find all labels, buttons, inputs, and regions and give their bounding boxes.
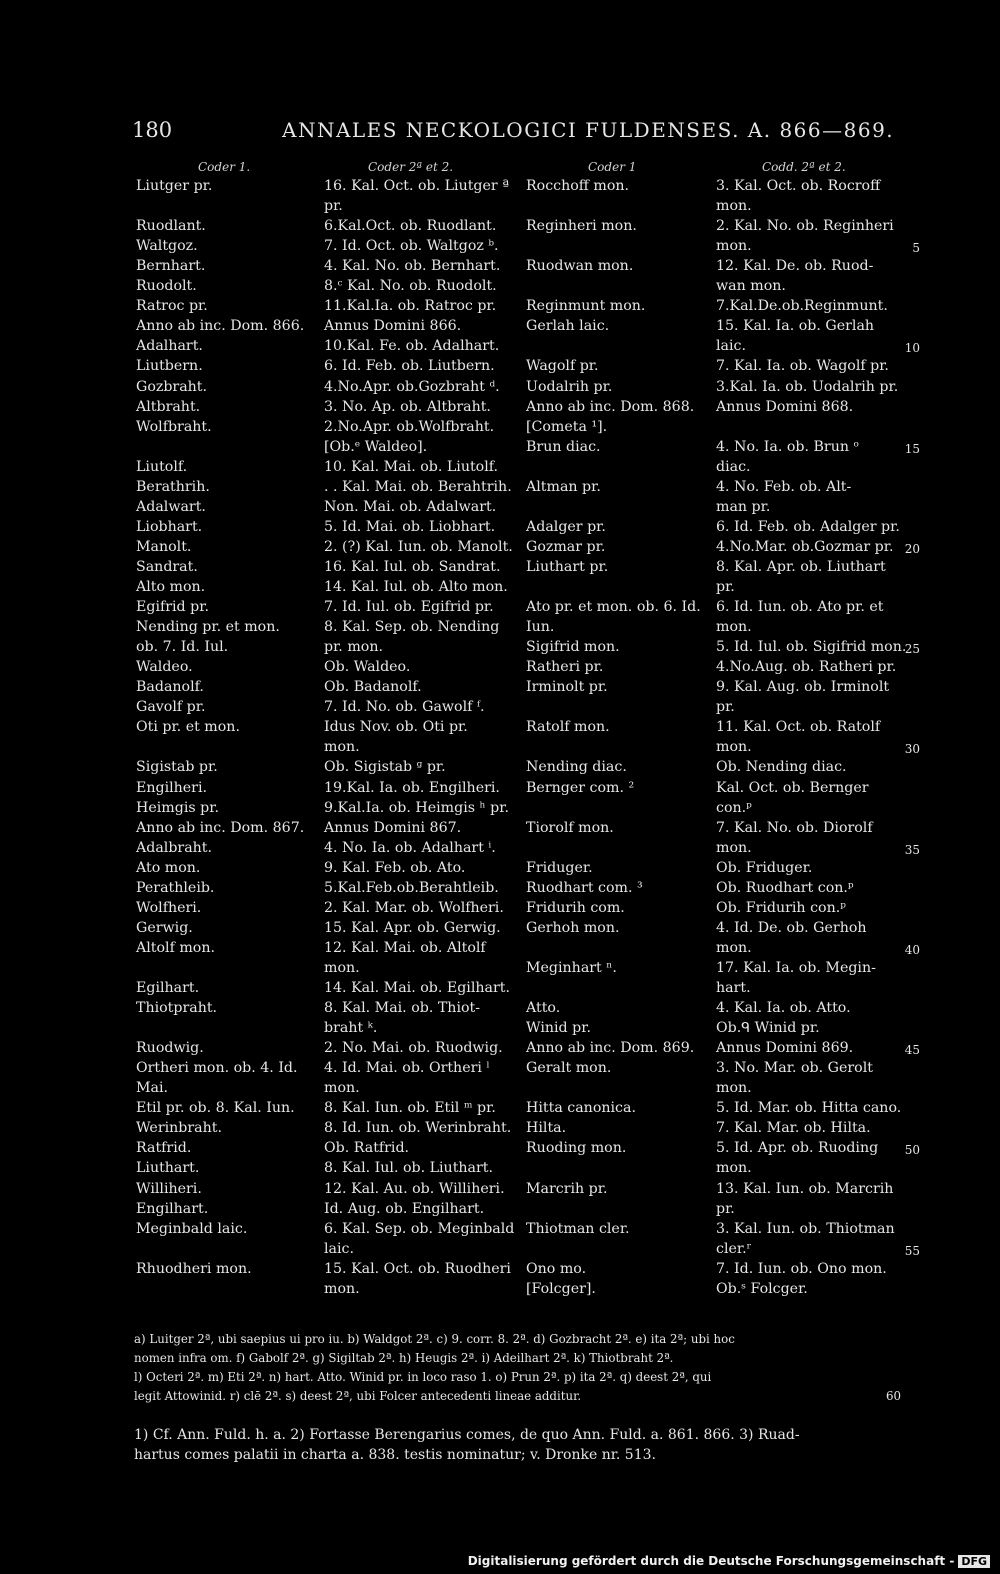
column-3-entry: Ruodhart com. ³: [526, 879, 643, 896]
running-title: ANNALES NECKOLOGICI FULDENSES. A. 866—869.: [282, 118, 895, 142]
column-4-entry: mon.: [716, 739, 752, 756]
column-3-entry: Atto.: [526, 1000, 561, 1017]
column-4-entry: 3. Kal. Oct. ob. Rocroff: [716, 178, 881, 194]
line-number: 60: [886, 1389, 902, 1403]
column-3-entry: Fridurih com.: [526, 899, 625, 916]
column-2-entry: 10.Kal. Fe. ob. Adalhart.: [324, 338, 500, 355]
column-2-entry: Ob. Sigistab ᵍ pr.: [324, 759, 446, 776]
column-3-entry: Reginheri mon.: [526, 218, 637, 235]
column-header-1: Coder 1.: [198, 160, 251, 174]
page-number: 180: [132, 118, 173, 142]
column-3-entry: Thiotman cler.: [526, 1220, 630, 1237]
column-4-entry: 13. Kal. Iun. ob. Marcrih: [716, 1180, 894, 1197]
column-1-entry: Anno ab inc. Dom. 866.: [136, 318, 305, 335]
column-3-entry: Rocchoff mon.: [526, 178, 630, 194]
text-line: [0, 1080, 1000, 1100]
credit-text: Digitalisierung gefördert durch die Deutsche Forschungsgemeinschaft -: [467, 1554, 955, 1568]
column-2-entry: 19.Kal. Ia. ob. Engilheri.: [324, 779, 500, 796]
column-2-entry: laic.: [324, 1240, 354, 1257]
column-4-entry: pr.: [716, 1200, 735, 1217]
column-1-entry: Ruodolt.: [136, 278, 197, 295]
text-line: [0, 539, 1000, 559]
column-2-entry: Annus Domini 866.: [324, 318, 462, 335]
variant-note-line: [134, 1387, 924, 1406]
column-1-entry: Wolfbraht.: [136, 418, 212, 435]
column-2-entry: 9.Kal.Ia. ob. Heimgis ʰ pr.: [324, 799, 509, 816]
text-line: [0, 679, 1000, 699]
column-3-entry: [Cometa ¹].: [526, 418, 608, 435]
column-2-entry: 3. No. Ap. ob. Altbraht.: [324, 398, 491, 415]
column-4-entry: mon.: [716, 619, 752, 636]
column-4-entry: laic.: [716, 338, 746, 355]
footnote-line: 1) Cf. Ann. Fuld. h. a. 2) Fortasse Berengarius comes, de quo Ann. Fuld. a. 861. 866. 3) Ruad-: [134, 1427, 800, 1443]
text-line: [0, 318, 1000, 338]
column-2-entry: 2.No.Apr. ob.Wolfbraht.: [324, 418, 495, 435]
column-4-entry: 4. Id. De. ob. Gerhoh: [716, 919, 867, 936]
column-2-entry: pr. mon.: [324, 639, 383, 656]
column-1-entry: Ruodlant.: [136, 218, 206, 235]
column-1-entry: Sandrat.: [136, 558, 198, 575]
column-4-entry: mon.: [716, 939, 752, 956]
text-line: [0, 619, 1000, 639]
text-line: [0, 880, 1000, 900]
column-2-entry: 10. Kal. Mai. ob. Liutolf.: [324, 458, 499, 475]
column-2-entry: 6.Kal.Oct. ob. Ruodlant.: [324, 218, 497, 235]
column-1-entry: Liutbern.: [136, 358, 203, 375]
column-4-entry: 15. Kal. Ia. ob. Gerlah: [716, 318, 875, 335]
column-1-entry: Ortheri mon. ob. 4. Id.: [136, 1060, 298, 1077]
text-line: [0, 1160, 1000, 1180]
column-4-entry: Kal. Oct. ob. Bernger: [716, 779, 869, 796]
column-4-entry: mon.: [716, 1080, 752, 1097]
line-number: 20: [904, 541, 920, 556]
column-1-entry: Adalhart.: [136, 338, 203, 355]
text-line: [0, 1140, 1000, 1160]
column-1-entry: Manolt.: [136, 538, 192, 555]
column-4-entry: diac.: [716, 458, 751, 475]
line-number: 50: [904, 1143, 920, 1158]
text-line: [0, 519, 1000, 539]
column-4-entry: Annus Domini 868.: [716, 398, 854, 415]
column-2-entry: 8. Kal. Mai. ob. Thiot-: [324, 1000, 481, 1017]
column-4-entry: 7. Kal. Ia. ob. Wagolf pr.: [716, 358, 889, 375]
column-1-entry: Ratroc pr.: [136, 298, 208, 315]
column-4-entry: 6. Id. Feb. ob. Adalger pr.: [716, 518, 900, 535]
column-1-entry: Perathleib.: [136, 879, 215, 896]
column-4-entry: 4.No.Mar. ob.Gozmar pr.: [716, 538, 894, 555]
column-1-entry: Engilhart.: [136, 1200, 209, 1217]
column-4-entry: 4.No.Aug. ob. Ratheri pr.: [716, 659, 897, 676]
column-4-entry: pr.: [716, 579, 735, 595]
text-line: [0, 1040, 1000, 1060]
text-line: [0, 1120, 1000, 1140]
column-2-entry: Ob. Ratfrid.: [324, 1140, 410, 1157]
text-line: [0, 1020, 1000, 1040]
text-line: [0, 1281, 1000, 1301]
column-4-entry: 7. Id. Iun. ob. Ono mon.: [716, 1260, 887, 1277]
column-4-entry: 3.Kal. Ia. ob. Uodalrih pr.: [716, 378, 899, 395]
column-2-entry: 8. Kal. Iun. ob. Etil ᵐ pr.: [324, 1100, 496, 1117]
column-header-4: Codd. 2ª et 2.: [762, 160, 846, 174]
page-header: [128, 118, 908, 148]
column-1-entry: Thiotpraht.: [136, 1000, 218, 1017]
text-line: [0, 940, 1000, 960]
column-3-entry: Bernger com. ²: [526, 779, 635, 796]
column-3-entry: Reginmunt mon.: [526, 298, 646, 315]
column-1-entry: Alto mon.: [136, 579, 206, 595]
dfg-credit: [468, 1554, 990, 1568]
column-1-entry: Engilheri.: [136, 779, 208, 796]
column-2-entry: Idus Nov. ob. Oti pr.: [324, 719, 468, 736]
column-3-entry: Friduger.: [526, 859, 593, 876]
variant-note-text: a) Luitger 2ª, ubi saepius ui pro iu. b) Waldgot 2ª. c) 9. corr. 8. 2ª. d) Gozbracht 2ª. e) ita 2ª; ubi hoc: [134, 1332, 735, 1346]
column-1-entry: Werinbraht.: [136, 1120, 222, 1137]
column-2-entry: braht ᵏ.: [324, 1020, 378, 1037]
column-3-entry: Gerhoh mon.: [526, 919, 620, 936]
text-line: [0, 739, 1000, 759]
column-3-entry: Anno ab inc. Dom. 868.: [526, 398, 695, 415]
column-2-entry: 15. Kal. Oct. ob. Ruodheri: [324, 1260, 511, 1277]
line-number: 10: [904, 341, 920, 356]
column-2-entry: 7. Id. No. ob. Gawolf ᶠ.: [324, 699, 485, 716]
text-line: [0, 579, 1000, 599]
text-line: [0, 258, 1000, 278]
text-line: [0, 1221, 1000, 1241]
column-2-entry: 9. Kal. Feb. ob. Ato.: [324, 859, 466, 876]
text-line: [0, 800, 1000, 820]
column-2-entry: Ob. Waldeo.: [324, 659, 411, 676]
column-2-entry: mon.: [324, 1280, 360, 1297]
column-1-entry: Heimgis pr.: [136, 799, 219, 816]
text-line: [0, 479, 1000, 499]
column-1-entry: Adalwart.: [136, 498, 206, 515]
column-3-entry: Ruodwan mon.: [526, 258, 634, 275]
text-line: [0, 599, 1000, 619]
column-1-entry: Berathrih.: [136, 478, 210, 495]
column-1-entry: Sigistab pr.: [136, 759, 218, 776]
text-line: [0, 639, 1000, 659]
column-1-entry: Liutger pr.: [136, 178, 213, 194]
text-line: [0, 920, 1000, 940]
line-number: 45: [904, 1043, 920, 1058]
column-4-entry: mon.: [716, 198, 752, 215]
column-1-entry: Liobhart.: [136, 518, 203, 535]
text-line: [0, 439, 1000, 459]
column-3-entry: Liuthart pr.: [526, 558, 609, 575]
text-line: [0, 419, 1000, 439]
text-line: [0, 780, 1000, 800]
column-4-entry: Ob.ˢ Folcger.: [716, 1280, 808, 1297]
column-3-entry: Ratheri pr.: [526, 659, 604, 676]
column-2-entry: pr.: [324, 198, 343, 215]
text-line: [0, 719, 1000, 739]
column-3-entry: Nending diac.: [526, 759, 627, 776]
column-1-entry: Gavolf pr.: [136, 699, 206, 716]
column-4-entry: 3. No. Mar. ob. Gerolt: [716, 1060, 873, 1077]
column-4-entry: Ob. Friduger.: [716, 859, 813, 876]
column-3-entry: Ono mo.: [526, 1260, 587, 1277]
column-2-entry: 15. Kal. Apr. ob. Gerwig.: [324, 919, 501, 936]
column-3-entry: [Folcger].: [526, 1280, 596, 1297]
text-line: [0, 238, 1000, 258]
column-2-entry: 2. Kal. Mar. ob. Wolfheri.: [324, 899, 504, 916]
column-1-entry: Bernhart.: [136, 258, 206, 275]
column-1-entry: Egilhart.: [136, 980, 200, 996]
column-3-entry: Marcrih pr.: [526, 1180, 608, 1197]
column-1-entry: Oti pr. et mon.: [136, 719, 240, 736]
column-4-entry: hart.: [716, 980, 751, 996]
column-2-entry: mon.: [324, 959, 360, 976]
text-line: [0, 840, 1000, 860]
column-2-entry: 4.No.Apr. ob.Gozbraht ᵈ.: [324, 378, 500, 395]
text-line: [0, 358, 1000, 378]
column-1-entry: Waltgoz.: [136, 238, 198, 255]
text-line: [0, 178, 1000, 198]
text-line: [0, 1060, 1000, 1080]
column-4-entry: 12. Kal. De. ob. Ruod-: [716, 258, 874, 275]
column-2-entry: 6. Kal. Sep. ob. Meginbald: [324, 1220, 515, 1237]
column-2-entry: 8.ᶜ Kal. No. ob. Ruodolt.: [324, 278, 497, 295]
text-line: [0, 559, 1000, 579]
column-4-entry: mon.: [716, 238, 752, 255]
column-2-entry: Id. Aug. ob. Engilhart.: [324, 1200, 485, 1217]
column-3-entry: Uodalrih pr.: [526, 378, 613, 395]
footnote-line: hartus comes palatii in charta a. 838. testis nominatur; v. Dronke nr. 513.: [134, 1447, 656, 1463]
column-4-entry: Ob. Fridurih con.ᵖ: [716, 899, 846, 916]
column-1-entry: Liutolf.: [136, 458, 188, 475]
column-3-entry: Ratolf mon.: [526, 719, 610, 736]
column-3-entry: Gozmar pr.: [526, 538, 606, 555]
column-2-entry: Annus Domini 867.: [324, 819, 462, 836]
text-line: [0, 980, 1000, 1000]
column-4-entry: Ob. Nending diac.: [716, 759, 847, 776]
text-line: [0, 1261, 1000, 1281]
variant-note-text: nomen infra om. f) Gabolf 2ª. g) Sigiltab 2ª. h) Heugis 2ª. i) Adeilhart 2ª. k) Thiotbraht 2ª.: [134, 1351, 674, 1365]
line-number: 40: [904, 942, 920, 957]
column-4-entry: Ob. Ruodhart con.ᵖ: [716, 879, 854, 896]
column-1-entry: Nending pr. et mon.: [136, 619, 280, 636]
column-4-entry: 6. Id. Iun. ob. Ato pr. et: [716, 599, 884, 616]
column-4-entry: 5. Id. Mar. ob. Hitta cano.: [716, 1100, 902, 1117]
column-1-entry: Waldeo.: [136, 659, 193, 676]
column-header-2: Coder 2ª et 2.: [368, 160, 454, 174]
column-1-entry: Meginbald laic.: [136, 1220, 248, 1237]
text-line: [0, 379, 1000, 399]
column-2-entry: 4. Kal. No. ob. Bernhart.: [324, 258, 501, 275]
column-1-entry: Wolfheri.: [136, 899, 202, 916]
column-3-entry: Altman pr.: [526, 478, 601, 495]
text-line: [0, 198, 1000, 218]
column-4-entry: 8. Kal. Apr. ob. Liuthart: [716, 558, 886, 575]
line-number: 55: [904, 1243, 920, 1258]
column-4-entry: 3. Kal. Iun. ob. Thiotman: [716, 1220, 895, 1237]
variant-note-line: [134, 1368, 924, 1387]
column-4-entry: 17. Kal. Ia. ob. Megin-: [716, 959, 876, 976]
column-2-entry: 12. Kal. Au. ob. Williheri.: [324, 1180, 505, 1197]
column-1-entry: Anno ab inc. Dom. 867.: [136, 819, 305, 836]
column-2-entry: . . Kal. Mai. ob. Berahtrih.: [324, 478, 512, 495]
column-2-entry: 5.Kal.Feb.ob.Berahtleib.: [324, 879, 499, 896]
text-line: [0, 459, 1000, 479]
column-2-entry: 5. Id. Mai. ob. Liobhart.: [324, 518, 496, 535]
column-4-entry: man pr.: [716, 498, 771, 515]
column-3-entry: Wagolf pr.: [526, 358, 599, 375]
column-4-entry: mon.: [716, 839, 752, 856]
column-1-entry: Rhuodheri mon.: [136, 1260, 252, 1277]
column-4-entry: con.ᵖ: [716, 799, 752, 816]
column-2-entry: 4. No. Ia. ob. Adalhart ⁱ.: [324, 839, 496, 856]
column-1-entry: Badanolf.: [136, 679, 204, 696]
column-1-entry: Altbraht.: [136, 398, 201, 415]
column-4-entry: 7. Kal. No. ob. Diorolf: [716, 819, 873, 836]
text-line: [0, 298, 1000, 318]
column-2-entry: mon.: [324, 739, 360, 756]
text-line: [0, 900, 1000, 920]
variant-note-line: [134, 1349, 924, 1368]
column-1-entry: Mai.: [136, 1080, 169, 1097]
line-number: 25: [904, 642, 920, 657]
text-line: [0, 1241, 1000, 1261]
column-3-entry: Meginhart ⁿ.: [526, 959, 617, 976]
column-4-entry: 4. No. Ia. ob. Brun ᵒ: [716, 438, 859, 455]
variant-note-text: legit Attowinid. r) clē 2ª. s) deest 2ª, ubi Folcer antecedenti lineae additur.: [134, 1389, 582, 1403]
column-3-entry: Irminolt pr.: [526, 679, 608, 696]
line-number: 30: [904, 742, 920, 757]
column-2-entry: 16. Kal. Iul. ob. Sandrat.: [324, 558, 501, 575]
column-3-entry: Ruoding mon.: [526, 1140, 627, 1157]
column-4-entry: Ob.ᑫ Winid pr.: [716, 1020, 820, 1037]
column-4-entry: 5. Id. Iul. ob. Sigifrid mon.: [716, 639, 907, 656]
column-2-entry: 12. Kal. Mai. ob. Altolf: [324, 939, 486, 956]
text-line: [0, 218, 1000, 238]
column-header-3: Coder 1: [588, 160, 637, 174]
column-4-entry: 11. Kal. Oct. ob. Ratolf: [716, 719, 881, 736]
column-2-entry: 2. (?) Kal. Iun. ob. Manolt.: [324, 538, 513, 555]
column-2-entry: 2. No. Mai. ob. Ruodwig.: [324, 1040, 503, 1057]
text-line: [0, 338, 1000, 358]
column-3-entry: Ato pr. et mon. ob. 6. Id.: [526, 599, 701, 616]
column-4-entry: 7.Kal.De.ob.Reginmunt.: [716, 298, 888, 315]
column-2-entry: 4. Id. Mai. ob. Ortheri ˡ: [324, 1060, 490, 1077]
column-4-entry: cler.ʳ: [716, 1240, 752, 1257]
column-3-entry: Iun.: [526, 619, 555, 636]
column-3-entry: Hilta.: [526, 1120, 567, 1137]
column-1-entry: Ato mon.: [136, 859, 201, 876]
column-3-entry: Gerlah laic.: [526, 318, 610, 335]
column-2-entry: 7. Id. Oct. ob. Waltgoz ᵇ.: [324, 238, 499, 255]
column-1-entry: Liuthart.: [136, 1160, 200, 1177]
text-line: [0, 499, 1000, 519]
column-2-entry: Ob. Badanolf.: [324, 679, 422, 696]
variant-notes: [134, 1330, 924, 1406]
column-4-entry: Annus Domini 869.: [716, 1040, 854, 1057]
column-2-entry: [Ob.ᵉ Waldeo].: [324, 438, 428, 455]
column-4-entry: mon.: [716, 1160, 752, 1177]
column-2-entry: 6. Id. Feb. ob. Liutbern.: [324, 358, 495, 375]
column-2-entry: 8. Id. Iun. ob. Werinbraht.: [324, 1120, 512, 1137]
text-line: [0, 759, 1000, 779]
text-line: [0, 1181, 1000, 1201]
text-line: [0, 1100, 1000, 1120]
text-line: [0, 960, 1000, 980]
column-2-entry: 14. Kal. Mai. ob. Egilhart.: [324, 980, 510, 996]
column-1-entry: ob. 7. Id. Iul.: [136, 639, 229, 656]
column-1-entry: Adalbraht.: [136, 839, 212, 856]
column-2-entry: 8. Kal. Iul. ob. Liuthart.: [324, 1160, 493, 1177]
column-4-entry: 5. Id. Apr. ob. Ruoding: [716, 1140, 879, 1157]
column-2-entry: Non. Mai. ob. Adalwart.: [324, 498, 497, 515]
column-2-entry: 14. Kal. Iul. ob. Alto mon.: [324, 579, 508, 595]
column-3-entry: Geralt mon.: [526, 1060, 612, 1077]
text-line: [0, 659, 1000, 679]
column-1-entry: Egifrid pr.: [136, 599, 209, 616]
column-3-entry: Brun diac.: [526, 438, 601, 455]
column-1-entry: Ratfrid.: [136, 1140, 192, 1157]
column-4-entry: 9. Kal. Aug. ob. Irminolt: [716, 679, 890, 696]
text-line: [0, 278, 1000, 298]
column-4-entry: 2. Kal. No. ob. Reginheri: [716, 218, 894, 235]
dfg-logo: DFG: [958, 1555, 990, 1568]
column-3-entry: Anno ab inc. Dom. 869.: [526, 1040, 695, 1057]
column-3-entry: Sigifrid mon.: [526, 639, 620, 656]
column-4-entry: wan mon.: [716, 278, 786, 295]
column-3-entry: Adalger pr.: [526, 518, 606, 535]
text-line: [0, 860, 1000, 880]
text-line: [0, 1000, 1000, 1020]
column-2-entry: 16. Kal. Oct. ob. Liutger ª: [324, 178, 509, 194]
column-4-entry: pr.: [716, 699, 735, 716]
column-1-entry: Gozbraht.: [136, 378, 208, 395]
column-2-entry: mon.: [324, 1080, 360, 1097]
column-1-entry: Ruodwig.: [136, 1040, 204, 1057]
text-line: [0, 1201, 1000, 1221]
column-2-entry: 7. Id. Iul. ob. Egifrid pr.: [324, 599, 494, 616]
line-number: 5: [912, 241, 920, 256]
footnotes: [134, 1425, 904, 1465]
column-1-entry: Williheri.: [136, 1180, 202, 1197]
column-4-entry: 4. Kal. Ia. ob. Atto.: [716, 1000, 851, 1017]
text-line: [0, 699, 1000, 719]
variant-note-line: [134, 1330, 924, 1349]
column-3-entry: Winid pr.: [526, 1020, 591, 1037]
column-1-entry: Altolf mon.: [136, 939, 215, 956]
column-4-entry: 7. Kal. Mar. ob. Hilta.: [716, 1120, 871, 1137]
column-3-entry: Tiorolf mon.: [526, 819, 614, 836]
column-4-entry: 4. No. Feb. ob. Alt-: [716, 478, 852, 495]
column-1-entry: Gerwig.: [136, 919, 193, 936]
text-line: [0, 820, 1000, 840]
column-1-entry: Etil pr. ob. 8. Kal. Iun.: [136, 1100, 295, 1117]
column-2-entry: 11.Kal.Ia. ob. Ratroc pr.: [324, 298, 497, 315]
variant-note-text: l) Octeri 2ª. m) Eti 2ª. n) hart. Atto. Winid pr. in loco raso 1. o) Prun 2ª. p) ita 2ª. q) deest 2ª, qui: [134, 1370, 712, 1384]
line-number: 15: [904, 441, 920, 456]
line-number: 35: [904, 842, 920, 857]
column-3-entry: Hitta canonica.: [526, 1100, 636, 1117]
column-2-entry: 8. Kal. Sep. ob. Nending: [324, 619, 500, 636]
text-line: [0, 399, 1000, 419]
